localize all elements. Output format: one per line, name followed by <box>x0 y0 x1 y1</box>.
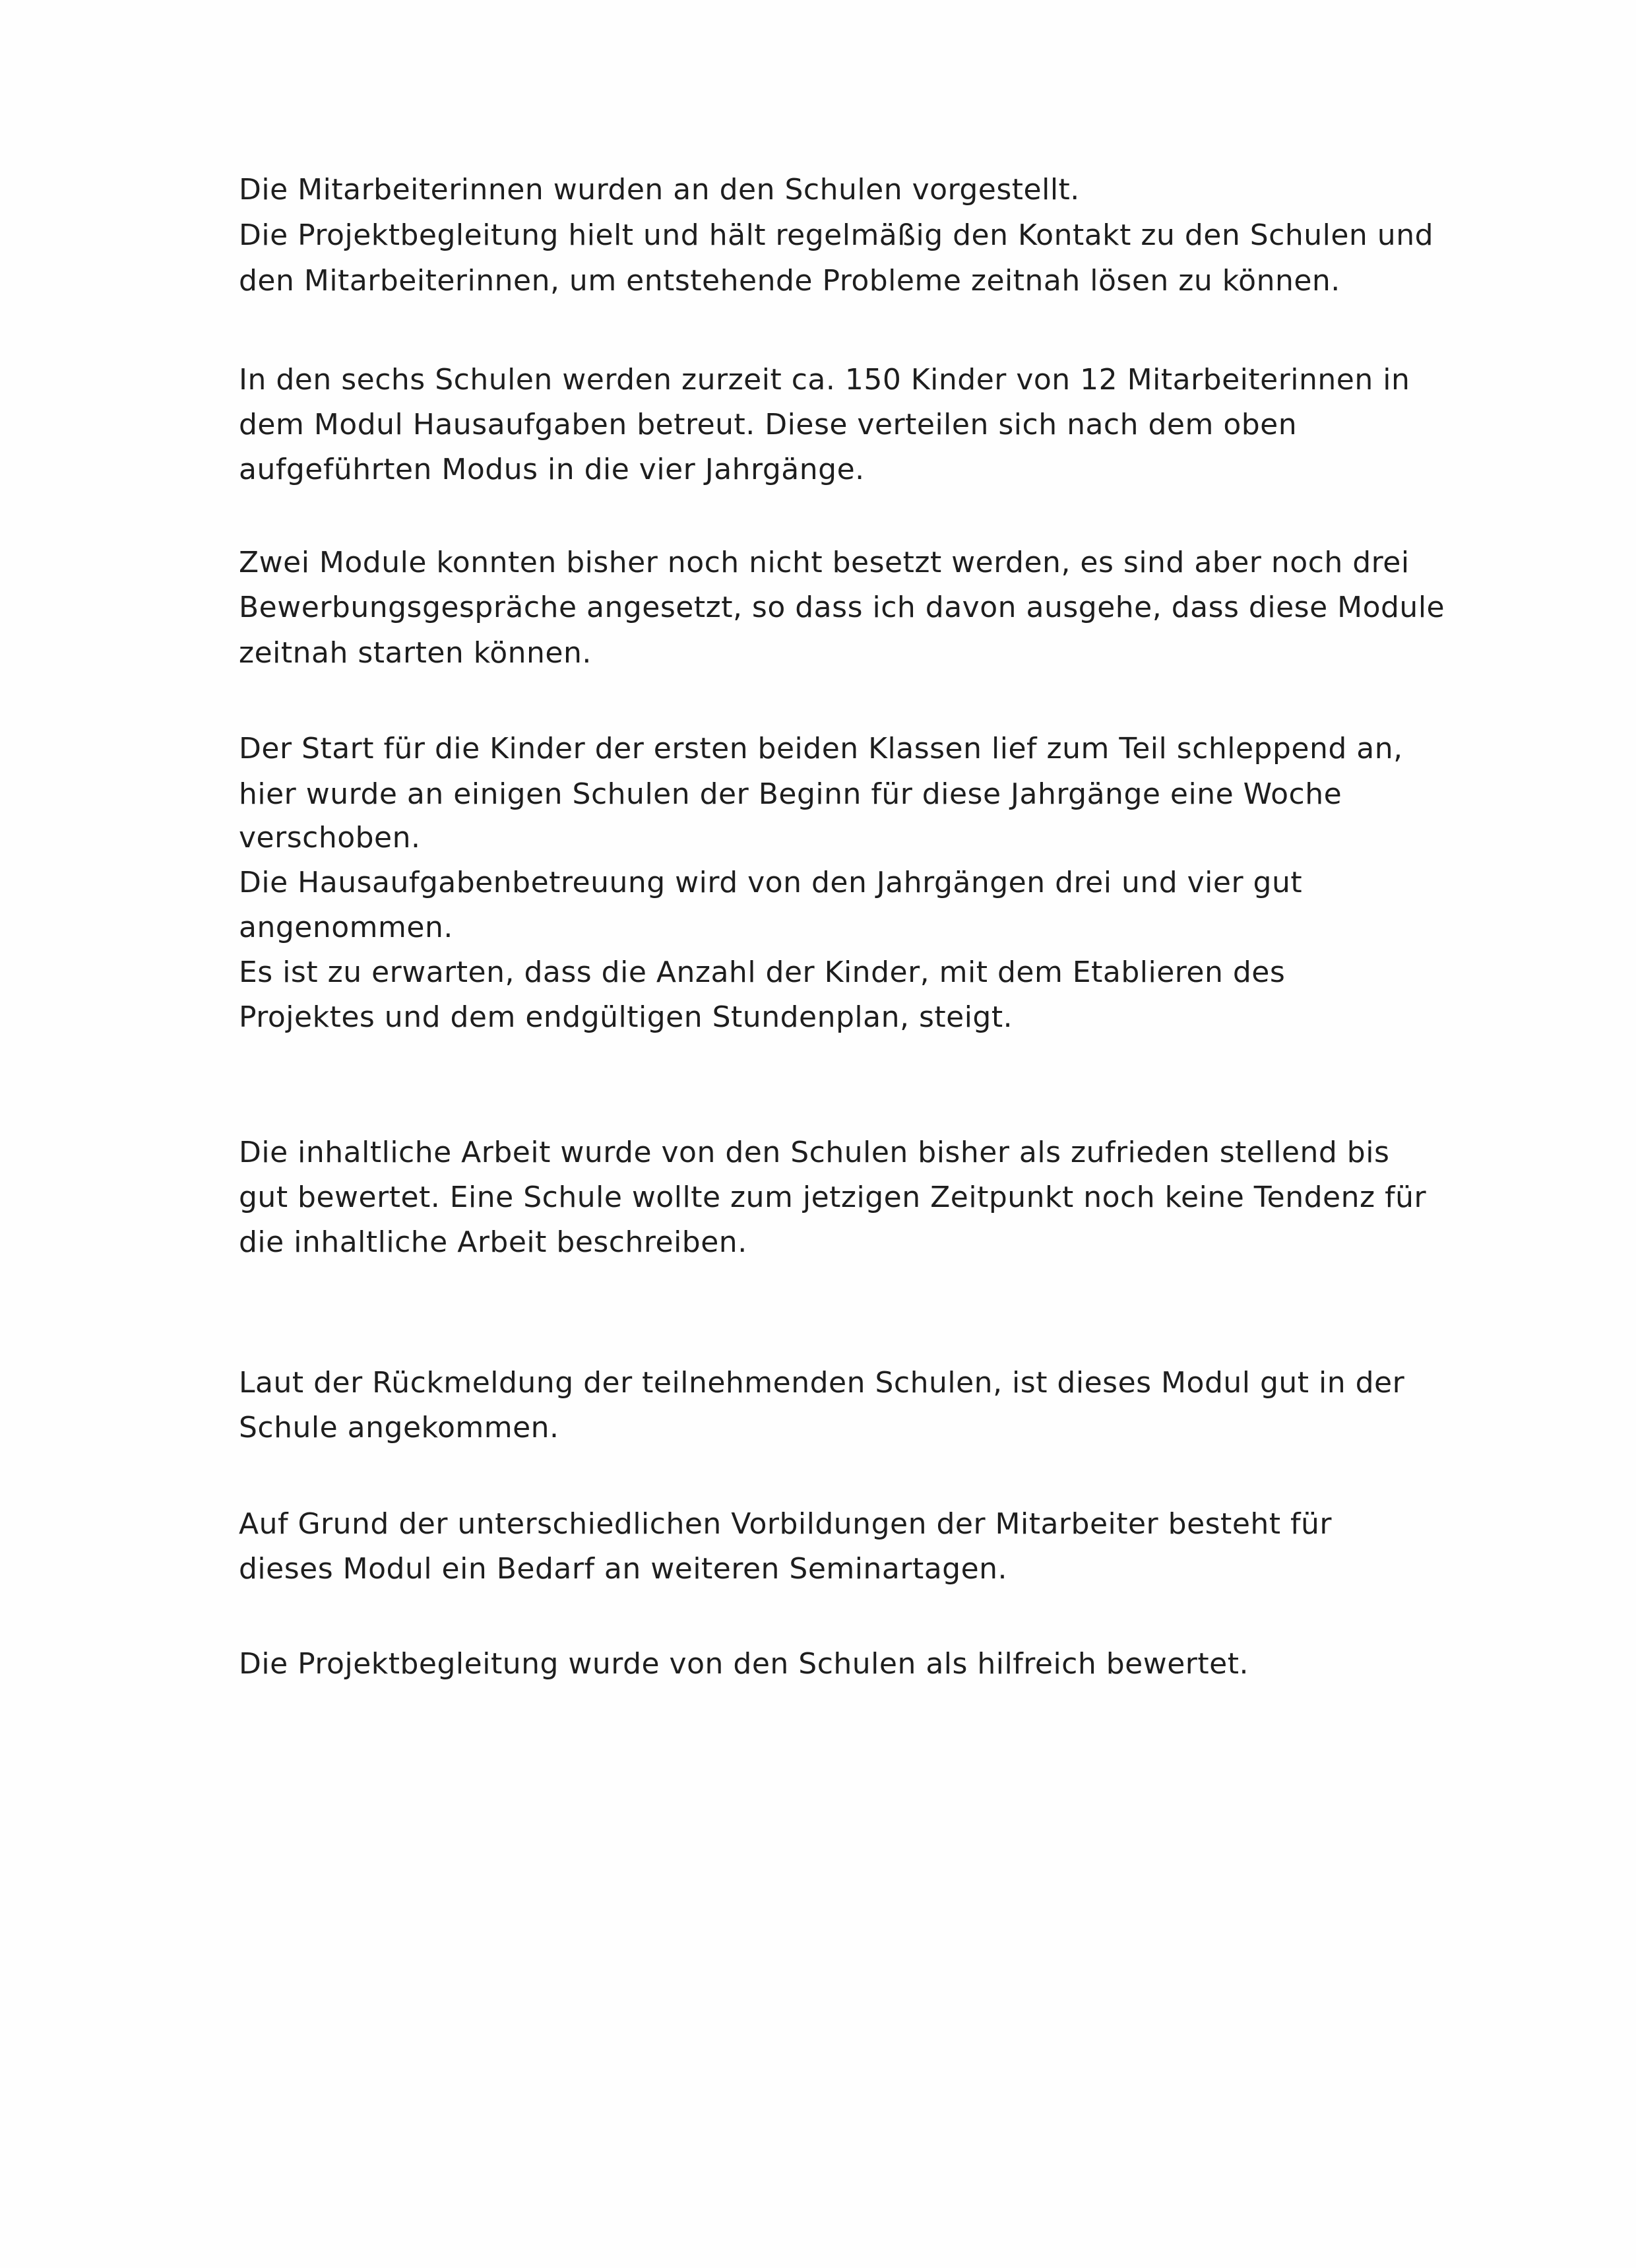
text-line: In den sechs Schulen werden zurzeit ca. 150 Kinder von 12 Mitarbeiterinnen in <box>239 363 1410 397</box>
text-line: Auf Grund der unterschiedlichen Vorbildungen der Mitarbeiter besteht für <box>239 1507 1332 1541</box>
text-line: hier wurde an einigen Schulen der Beginn für diese Jahrgänge eine Woche <box>239 777 1342 811</box>
text-line: Es ist zu erwarten, dass die Anzahl der Kinder, mit dem Etablieren des <box>239 956 1286 989</box>
text-line: Laut der Rückmeldung der teilnehmenden Schulen, ist dieses Modul gut in der <box>239 1366 1405 1400</box>
text-line: Zwei Module konnten bisher noch nicht besetzt werden, es sind aber noch drei <box>239 546 1410 579</box>
text-line: Der Start für die Kinder der ersten beiden Klassen lief zum Teil schleppend an, <box>239 732 1403 765</box>
text-line: verschoben. <box>239 821 421 855</box>
text-line: zeitnah starten können. <box>239 636 592 670</box>
text-line: dem Modul Hausaufgaben betreut. Diese verteilen sich nach dem oben <box>239 408 1298 441</box>
text-line: Die Hausaufgabenbetreuung wird von den Jahrgängen drei und vier gut <box>239 866 1303 899</box>
text-line: Bewerbungsgespräche angesetzt, so dass ich davon ausgehe, dass diese Module <box>239 591 1445 624</box>
text-line: Die Projektbegleitung hielt und hält regelmäßig den Kontakt zu den Schulen und <box>239 218 1434 252</box>
text-line: den Mitarbeiterinnen, um entstehende Probleme zeitnah lösen zu können. <box>239 264 1340 298</box>
text-line: Schule angekommen. <box>239 1411 559 1444</box>
text-line: die inhaltliche Arbeit beschreiben. <box>239 1225 747 1259</box>
text-line: gut bewertet. Eine Schule wollte zum jetzigen Zeitpunkt noch keine Tendenz für <box>239 1181 1427 1214</box>
text-line: Die inhaltliche Arbeit wurde von den Schulen bisher als zufrieden stellend bis <box>239 1136 1390 1169</box>
text-line: angenommen. <box>239 911 453 944</box>
text-line: Projektes und dem endgültigen Stundenplan, steigt. <box>239 1000 1013 1034</box>
text-line: aufgeführten Modus in die vier Jahrgänge. <box>239 453 865 486</box>
text-line: Die Mitarbeiterinnen wurden an den Schulen vorgestellt. <box>239 173 1080 207</box>
text-line: dieses Modul ein Bedarf an weiteren Seminartagen. <box>239 1552 1008 1586</box>
text-line: Die Projektbegleitung wurde von den Schulen als hilfreich bewertet. <box>239 1647 1249 1681</box>
